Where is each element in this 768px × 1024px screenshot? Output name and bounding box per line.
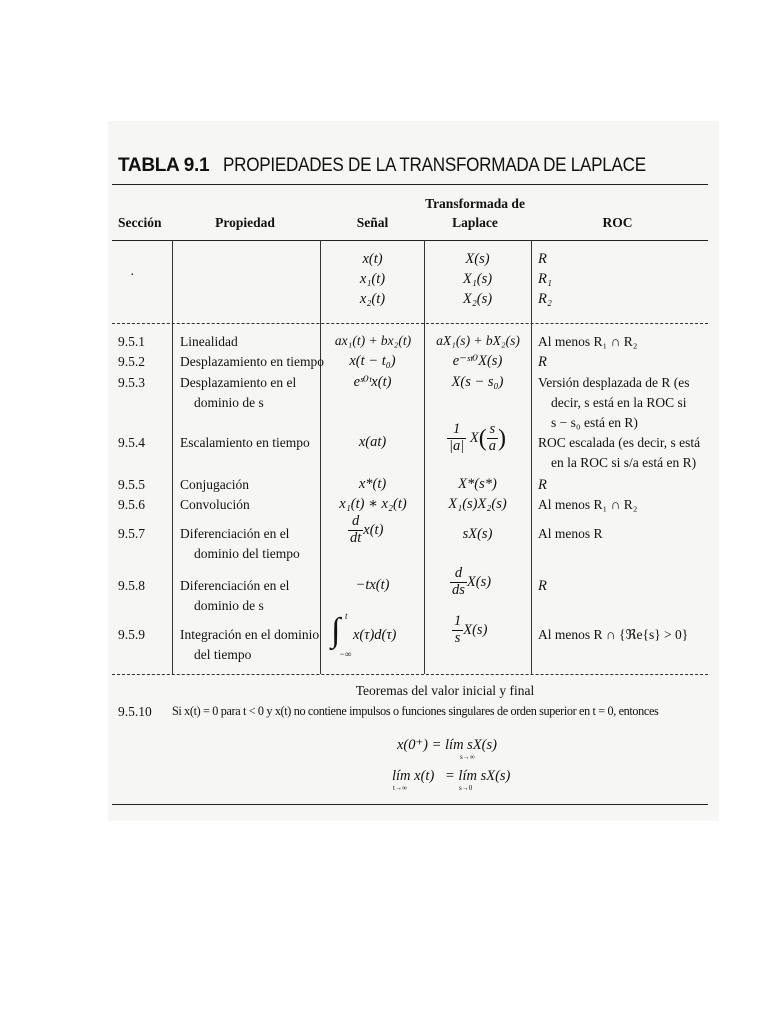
fraction-numerator: 1 [447, 422, 466, 439]
section-number: 9.5.7 [118, 526, 145, 541]
transform-expression [450, 566, 491, 599]
integrand: x(τ)d(τ) [353, 627, 397, 643]
integral-upper-limit: t [345, 611, 348, 621]
roc-text: R [538, 578, 547, 594]
base-divider [112, 323, 708, 324]
roc-text: Al menos R₁ ∩ R₂ [538, 334, 638, 349]
roc-text: Versión desplazada de R (es [538, 375, 690, 390]
property-name: dominio de s [194, 395, 264, 410]
header-property: Propiedad [215, 215, 275, 230]
base-transform: X₁(s) [462, 271, 493, 287]
property-name: Integración en el dominio [180, 627, 320, 642]
property-name: del tiempo [194, 647, 252, 662]
transform-expression: X*(s*) [458, 476, 497, 492]
table-label: TABLA 9.1 [118, 155, 210, 176]
signal-expression: x(at) [358, 434, 387, 450]
base-roc: R [538, 251, 547, 267]
signal-expression: x(t − t₀) [349, 353, 396, 369]
properties-divider [112, 674, 708, 675]
column-rule [424, 240, 425, 674]
column-rule [172, 240, 173, 674]
header-section: Sección [118, 215, 162, 230]
column-rule [531, 240, 532, 674]
column-rule [320, 240, 321, 674]
transform-expression [452, 614, 487, 647]
transform-expression: e⁻ˢᵗ⁰X(s) [452, 353, 503, 369]
signal-expression: ax₁(t) + bx₂(t) [334, 333, 412, 348]
table-name: PROPIEDADES DE LA TRANSFORMADA DE LAPLACE [223, 155, 647, 176]
signal-expression [331, 611, 421, 660]
section-number: 9.5.6 [118, 497, 145, 512]
derivative-denominator: ds [452, 581, 465, 598]
header-transform-line2: Laplace [452, 215, 498, 230]
base-transform: X₂(s) [462, 291, 493, 307]
roc-text: ROC escalada (es decir, s está [538, 435, 701, 450]
property-name: Diferenciación en el [180, 578, 290, 593]
initial-value-equation: x(0⁺) = lím sX(s) [397, 737, 497, 753]
fraction-denominator: s [454, 629, 461, 646]
signal-expression: −tx(t) [355, 577, 390, 593]
roc-text: Al menos R [538, 526, 603, 541]
integral-sign-icon: ∫ [331, 612, 341, 649]
derivative-numerator: d [450, 566, 467, 583]
final-value-right: = lím sX(s) [445, 768, 511, 784]
top-rule [112, 184, 708, 185]
property-name: dominio del tiempo [194, 546, 300, 561]
derivative-numerator: d [348, 514, 363, 531]
property-name: Escalamiento en tiempo [180, 435, 310, 450]
derivative-operand: X(s) [466, 573, 492, 590]
transform-symbol: X [469, 429, 479, 446]
property-name: Desplazamiento en el [180, 375, 297, 390]
header-transform-line1: Transformada de [425, 196, 525, 211]
base-signal: x₂(t) [359, 291, 386, 307]
base-roc: R₂ [538, 291, 552, 307]
transform-expression: X₁(s)X₂(s) [448, 496, 507, 512]
limit-subscript: s→∞ [460, 753, 475, 761]
fraction-denominator: |a| [449, 437, 465, 454]
roc-text: R [538, 354, 547, 370]
transform-expression: sX(s) [462, 526, 493, 542]
signal-expression: x₁(t) ∗ x₂(t) [339, 496, 407, 512]
section-number: 9.5.4 [118, 435, 145, 450]
property-name: Diferenciación en el [180, 526, 290, 541]
section-number: 9.5.5 [118, 477, 145, 492]
roc-text: R [538, 477, 547, 493]
signal-expression: eˢ⁰ᵗx(t) [353, 374, 392, 390]
fraction-numerator: 1 [454, 613, 462, 629]
section-number: 9.5.8 [118, 578, 145, 593]
transform-expression: $\frac{1}{|a|}$ X( $\frac{s}{a}$ ) [449, 421, 506, 454]
table-title [118, 155, 718, 177]
base-transform: X(s) [465, 251, 490, 267]
integral-lower-limit: −∞ [339, 649, 352, 659]
base-signal: x(t) [362, 251, 383, 267]
argument-denominator: a [488, 437, 496, 454]
roc-text: Al menos R₁ ∩ R₂ [538, 497, 638, 512]
section-number: 9.5.2 [118, 354, 145, 369]
transform-expression: aX₁(s) + bX₂(s) [436, 333, 520, 348]
derivative-denominator: dt [350, 529, 362, 546]
property-name: Conjugación [180, 477, 249, 492]
final-value-left: lím x(t) [392, 768, 435, 784]
roc-text: Al menos R ∩ {ℜe{s} > 0} [538, 627, 689, 642]
section-number: 9.5.10 [118, 704, 152, 719]
argument-numerator: s [487, 422, 498, 439]
transform-expression: X(s − s₀) [451, 374, 504, 390]
bottom-rule [112, 804, 708, 805]
header-roc: ROC [602, 215, 633, 230]
property-name: dominio de s [194, 598, 264, 613]
property-name: Convolución [180, 497, 250, 512]
signal-expression: x*(t) [358, 476, 387, 492]
roc-text: en la ROC si s/a está en R) [551, 455, 697, 470]
roc-text: s − s₀ está en R) [551, 415, 638, 430]
limit-subscript: s→0 [459, 784, 473, 792]
derivative-operand: x(t) [363, 521, 384, 538]
section-number: 9.5.3 [118, 375, 145, 390]
base-section-mark: · [130, 267, 135, 282]
header-rule [112, 240, 708, 241]
roc-text: decir, s está en la ROC si [551, 395, 687, 410]
header-signal: Señal [356, 215, 389, 230]
theorem-statement: Si x(t) = 0 para t < 0 y x(t) no contiene impulsos o funciones singulares de orden superior en t = 0, entonces [172, 704, 659, 718]
fraction-operand: X(s) [463, 621, 488, 638]
signal-expression [348, 514, 383, 547]
theorems-heading: Teoremas del valor inicial y final [355, 683, 535, 698]
base-roc: R₁ [538, 271, 552, 287]
limit-subscript: t→∞ [393, 784, 407, 792]
base-signal: x₁(t) [359, 271, 386, 287]
section-number: 9.5.1 [118, 334, 145, 349]
property-name: Desplazamiento en tiempo [180, 354, 324, 369]
property-name: Linealidad [180, 334, 238, 349]
section-number: 9.5.9 [118, 627, 145, 642]
